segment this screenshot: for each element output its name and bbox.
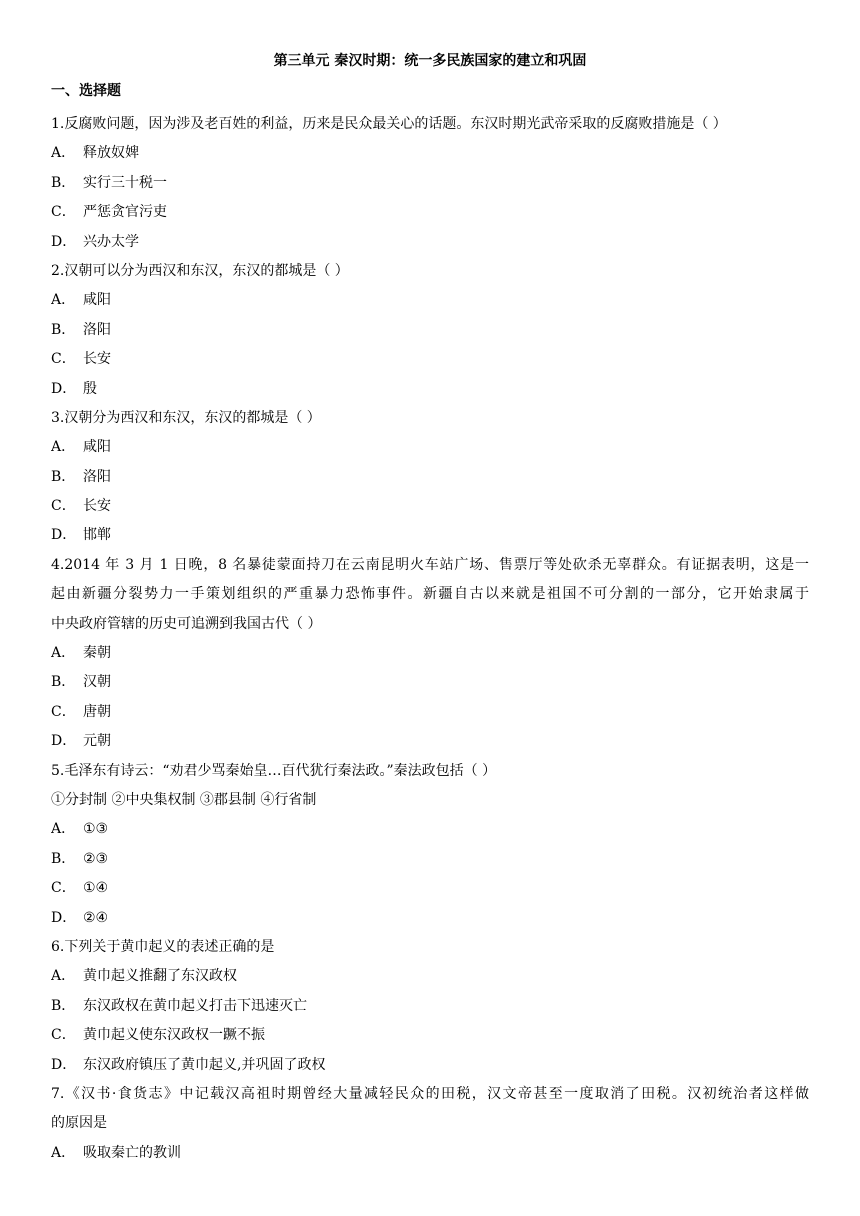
option-a	[51, 433, 809, 462]
option-letter: D．	[51, 380, 77, 397]
question-stem: 1.反腐败问题，因为涉及老百姓的利益，历来是民众最关心的话题。东汉时期光武帝采取的反腐败措施是（ ）	[51, 116, 727, 132]
option-letter: D．	[51, 1056, 77, 1073]
option-text: ①③	[83, 821, 109, 838]
option-letter: D．	[51, 733, 77, 750]
option-letter: B．	[51, 321, 76, 338]
option-text: 元朝	[83, 733, 111, 750]
option-letter: A．	[51, 1144, 76, 1161]
option-text: 洛阳	[83, 468, 111, 485]
option-text: 咸阳	[83, 292, 111, 309]
option-c	[51, 698, 809, 727]
option-d	[51, 904, 809, 933]
option-letter: B．	[51, 997, 76, 1014]
option-text: ①④	[83, 880, 109, 897]
question-stem: 3.汉朝分为西汉和东汉，东汉的都城是（ ）	[51, 409, 321, 426]
option-letter: A．	[51, 145, 76, 162]
option-d	[51, 375, 809, 404]
option-letter: A．	[51, 292, 76, 309]
option-c	[51, 492, 809, 521]
question-stem: 5.毛泽东有诗云：“劝君少骂秦始皇…百代犹行秦法政。”秦法政包括（ ）	[51, 762, 497, 779]
option-b	[51, 992, 809, 1021]
option-b	[51, 463, 809, 492]
option-text: 东汉政权在黄巾起义打击下迅速灭亡	[83, 997, 307, 1014]
option-d	[51, 1051, 809, 1080]
option-text: 严惩贪官污吏	[83, 204, 167, 221]
option-text: 黄巾起义使东汉政权一蹶不振	[83, 1027, 265, 1044]
page-title: 第三单元 秦汉时期：统一多民族国家的建立和巩固	[273, 53, 587, 69]
option-text: 唐朝	[83, 703, 111, 720]
option-a	[51, 286, 809, 315]
option-b	[51, 845, 809, 874]
option-c	[51, 1021, 809, 1050]
option-letter: C．	[51, 498, 76, 515]
option-d	[51, 228, 809, 257]
question-list	[51, 110, 809, 1168]
option-text: 洛阳	[83, 321, 111, 338]
option-d	[51, 521, 809, 550]
option-text: 兴办太学	[83, 233, 139, 250]
option-letter: D．	[51, 527, 77, 544]
question-7	[51, 1080, 809, 1168]
option-c	[51, 345, 809, 374]
option-text: ②④	[83, 909, 109, 926]
option-letter: C．	[51, 351, 76, 368]
option-letter: C．	[51, 880, 76, 897]
option-text: 邯郸	[83, 527, 111, 544]
question-3	[51, 404, 809, 551]
option-text: 东汉政府镇压了黄巾起义,并巩固了政权	[83, 1056, 326, 1073]
question-6	[51, 933, 809, 1080]
option-b	[51, 316, 809, 345]
option-letter: B．	[51, 850, 76, 867]
option-letter: A．	[51, 968, 76, 985]
option-letter: C．	[51, 1027, 76, 1044]
option-a	[51, 139, 809, 168]
option-letter: A．	[51, 645, 76, 662]
option-text: 长安	[83, 351, 111, 368]
option-text: ②③	[83, 850, 109, 867]
option-letter: D．	[51, 909, 77, 926]
option-text: 实行三十税一	[83, 174, 167, 191]
question-stem: ①分封制 ②中央集权制 ③郡县制 ④行省制	[51, 791, 317, 808]
question-stem: 起由新疆分裂势力一手策划组织的严重暴力恐怖事件。新疆自古以来就是祖国不可分割的一部分，它开始隶属于	[51, 586, 809, 603]
option-text: 黄巾起义推翻了东汉政权	[83, 968, 237, 985]
option-text: 殷	[83, 380, 97, 397]
option-a	[51, 639, 809, 668]
option-letter: A．	[51, 821, 76, 838]
option-a	[51, 1139, 809, 1168]
question-2	[51, 257, 809, 404]
option-a	[51, 815, 809, 844]
question-stem: 中央政府管辖的历史可追溯到我国古代（ ）	[51, 615, 322, 632]
option-letter: D．	[51, 233, 77, 250]
option-text: 释放奴婢	[83, 145, 139, 162]
option-letter: B．	[51, 674, 76, 691]
option-letter: C．	[51, 204, 76, 221]
question-stem: 2.汉朝可以分为西汉和东汉，东汉的都城是（ ）	[51, 262, 349, 279]
option-text: 秦朝	[83, 645, 111, 662]
question-stem: 6.下列关于黄巾起义的表述正确的是	[51, 938, 275, 955]
option-c	[51, 874, 809, 903]
option-letter: B．	[51, 174, 76, 191]
question-stem: 7.《汉书·食货志》中记载汉高祖时期曾经大量减轻民众的田税，汉文帝甚至一度取消了田税。汉初统治者这样做	[51, 1085, 809, 1102]
option-c	[51, 198, 809, 227]
option-d	[51, 727, 809, 756]
question-1	[51, 110, 809, 257]
section-heading: 一、选择题	[51, 83, 121, 99]
option-b	[51, 169, 809, 198]
option-text: 咸阳	[83, 439, 111, 456]
option-letter: A．	[51, 439, 76, 456]
option-b	[51, 668, 809, 697]
option-text: 吸取秦亡的教训	[83, 1144, 181, 1161]
question-stem: 的原因是	[51, 1115, 107, 1132]
question-4	[51, 551, 809, 757]
option-a	[51, 962, 809, 991]
option-text: 汉朝	[83, 674, 111, 691]
question-5	[51, 757, 809, 933]
option-letter: B．	[51, 468, 76, 485]
question-stem: 4.2014 年 3 月 1 日晚，8 名暴徒蒙面持刀在云南昆明火车站广场、售票厅等处砍杀无辜群众。有证据表明，这是一	[51, 556, 809, 573]
option-text: 长安	[83, 498, 111, 515]
option-letter: C．	[51, 703, 76, 720]
